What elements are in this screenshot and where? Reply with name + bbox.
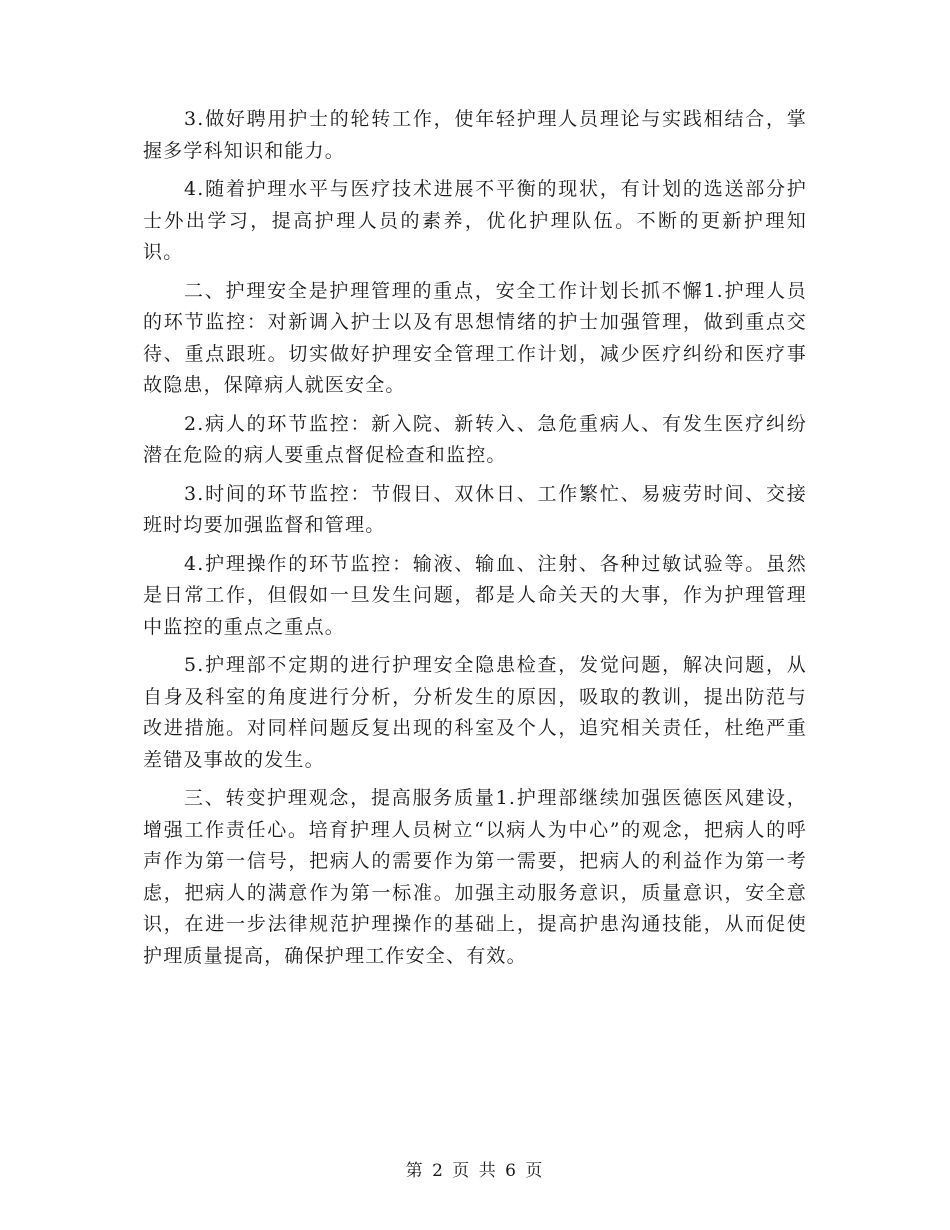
- paragraph-time-monitoring: 3.时间的环节监控：节假日、双休日、工作繁忙、易疲劳时间、交接班时均要加强监督和管理。: [143, 482, 807, 536]
- paragraph-rotation-training: 3.做好聘用护士的轮转工作，使年轻护理人员理论与实践相结合，掌握多学科知识和能力。: [143, 108, 807, 162]
- page-footer: 第 2 页 共 6 页: [405, 1161, 545, 1181]
- paragraph-operation-monitoring: 4.护理操作的环节监控：输液、输血、注射、各种过敏试验等。虽然是日常工作，但假如一旦发生问题，都是人命关天的大事，作为护理管理中监控的重点之重点。: [143, 552, 807, 638]
- document-body: [143, 104, 807, 979]
- paragraph-patient-monitoring: 2.病人的环节监控：新入院、新转入、急危重病人、有发生医疗纠纷潜在危险的病人要重点督促检查和监控。: [143, 412, 807, 466]
- paragraph-service-quality: 三、转变护理观念，提高服务质量1.护理部继续加强医德医风建设，增强工作责任心。培育护理人员树立“以病人为中心”的观念，把病人的呼声作为第一信号，把病人的需要作为第一需要，把病人的利益作为第一考虑，把病人的满意作为第一标准。加强主动服务意识，质量意识，安全意识，在进一步法律规范护理操作的基础上，提高护患沟通技能，从而促使护理质量提高，确保护理工作安全、有效。: [143, 787, 807, 967]
- paragraph-external-study: 4.随着护理水平与医疗技术进展不平衡的现状，有计划的选送部分护士外出学习，提高护理人员的素养，优化护理队伍。不断的更新护理知识。: [143, 178, 807, 263]
- paragraph-safety-inspection: 5.护理部不定期的进行护理安全隐患检查，发觉问题，解决问题，从自身及科室的角度进行分析，分析发生的原因，吸取的教训，提出防范与改进措施。对同样问题反复出现的科室及个人，追究相关责任，杜绝严重差错及事故的发生。: [143, 654, 807, 771]
- paragraph-nursing-safety: 二、护理安全是护理管理的重点，安全工作计划长抓不懈1.护理人员的环节监控：对新调入护士以及有思想情绪的护士加强管理，做到重点交待、重点跟班。切实做好护理安全管理工作计划，减少医疗纠纷和医疗事故隐患，保障病人就医安全。: [143, 279, 807, 396]
